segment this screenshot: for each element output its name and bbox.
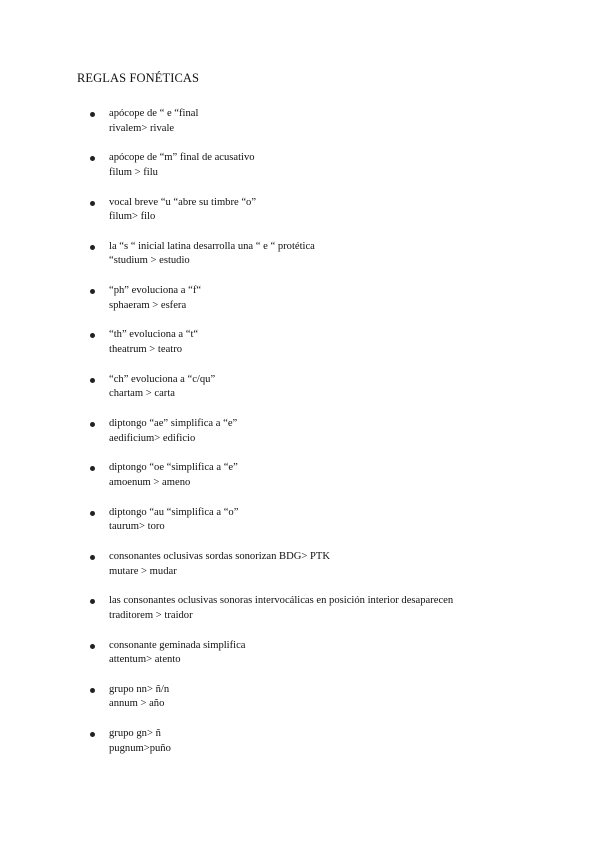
rule-description: las consonantes oclusivas sonoras intervocálicas en posición interior desaparecen: [109, 595, 454, 607]
rule-item: [0, 727, 600, 771]
rule-item: [0, 196, 600, 240]
rule-description: diptongo “au “simplifica a “o”: [109, 506, 239, 518]
bullet-icon: [90, 333, 95, 338]
rule-example: rivalem> rivale: [109, 122, 175, 134]
rule-description: consonante geminada simplifica: [109, 639, 246, 651]
rule-example: pugnum>puño: [109, 742, 171, 754]
rule-example: “studium > estudio: [109, 255, 190, 267]
rule-example: aedificium> edificio: [109, 432, 196, 444]
bullet-icon: [90, 156, 95, 161]
rule-item: [0, 461, 600, 505]
rule-item: [0, 151, 600, 195]
rule-description: grupo gn> ñ: [109, 728, 161, 740]
bullet-icon: [90, 112, 95, 117]
bullet-icon: [90, 732, 95, 737]
bullet-icon: [90, 245, 95, 250]
rule-example: filum > filu: [109, 166, 158, 178]
rule-item: [0, 683, 600, 727]
bullet-icon: [90, 378, 95, 383]
rule-item: [0, 107, 600, 151]
rule-example: chartam > carta: [109, 388, 175, 400]
page-title: REGLAS FONÉTICAS: [77, 71, 200, 85]
bullet-icon: [90, 644, 95, 649]
rule-example: annum > año: [109, 698, 165, 710]
rule-description: “th” evoluciona a “t“: [109, 329, 199, 341]
bullet-icon: [90, 688, 95, 693]
rules-list: [0, 107, 600, 771]
rule-description: diptongo “oe “simplifica a “e”: [109, 462, 238, 474]
bullet-icon: [90, 201, 95, 206]
rule-description: grupo nn> ñ/n: [109, 683, 170, 695]
rule-description: apócope de “m” final de acusativo: [109, 152, 255, 164]
rule-example: traditorem > traidor: [109, 609, 193, 621]
rule-example: theatrum > teatro: [109, 344, 183, 356]
rule-description: vocal breve “u “abre su timbre “o”: [109, 196, 257, 208]
rule-item: [0, 328, 600, 372]
rule-example: taurum> toro: [109, 521, 165, 533]
rule-example: sphaeram > esfera: [109, 299, 187, 311]
rule-item: [0, 240, 600, 284]
rule-item: [0, 373, 600, 417]
rule-example: amoenum > ameno: [109, 476, 191, 488]
rule-example: attentum> atento: [109, 654, 181, 666]
rule-description: “ph” evoluciona a “f“: [109, 285, 202, 297]
rule-description: la “s “ inicial latina desarrolla una “ e “ protética: [109, 240, 315, 252]
bullet-icon: [90, 555, 95, 560]
bullet-icon: [90, 511, 95, 516]
rule-example: mutare > mudar: [109, 565, 177, 577]
rule-example: filum> filo: [109, 211, 156, 223]
rule-item: [0, 417, 600, 461]
bullet-icon: [90, 422, 95, 427]
bullet-icon: [90, 289, 95, 294]
rule-item: [0, 550, 600, 594]
rule-description: consonantes oclusivas sordas sonorizan BDG> PTK: [109, 550, 331, 562]
rule-item: [0, 594, 600, 638]
rule-item: [0, 506, 600, 550]
rule-description: diptongo “ae” simplifica a “e”: [109, 418, 238, 430]
rule-description: “ch” evoluciona a “c/qu”: [109, 373, 216, 385]
bullet-icon: [90, 466, 95, 471]
rule-item: [0, 284, 600, 328]
rule-description: apócope de “ e “final: [109, 108, 199, 119]
bullet-icon: [90, 599, 95, 604]
rule-item: [0, 639, 600, 683]
